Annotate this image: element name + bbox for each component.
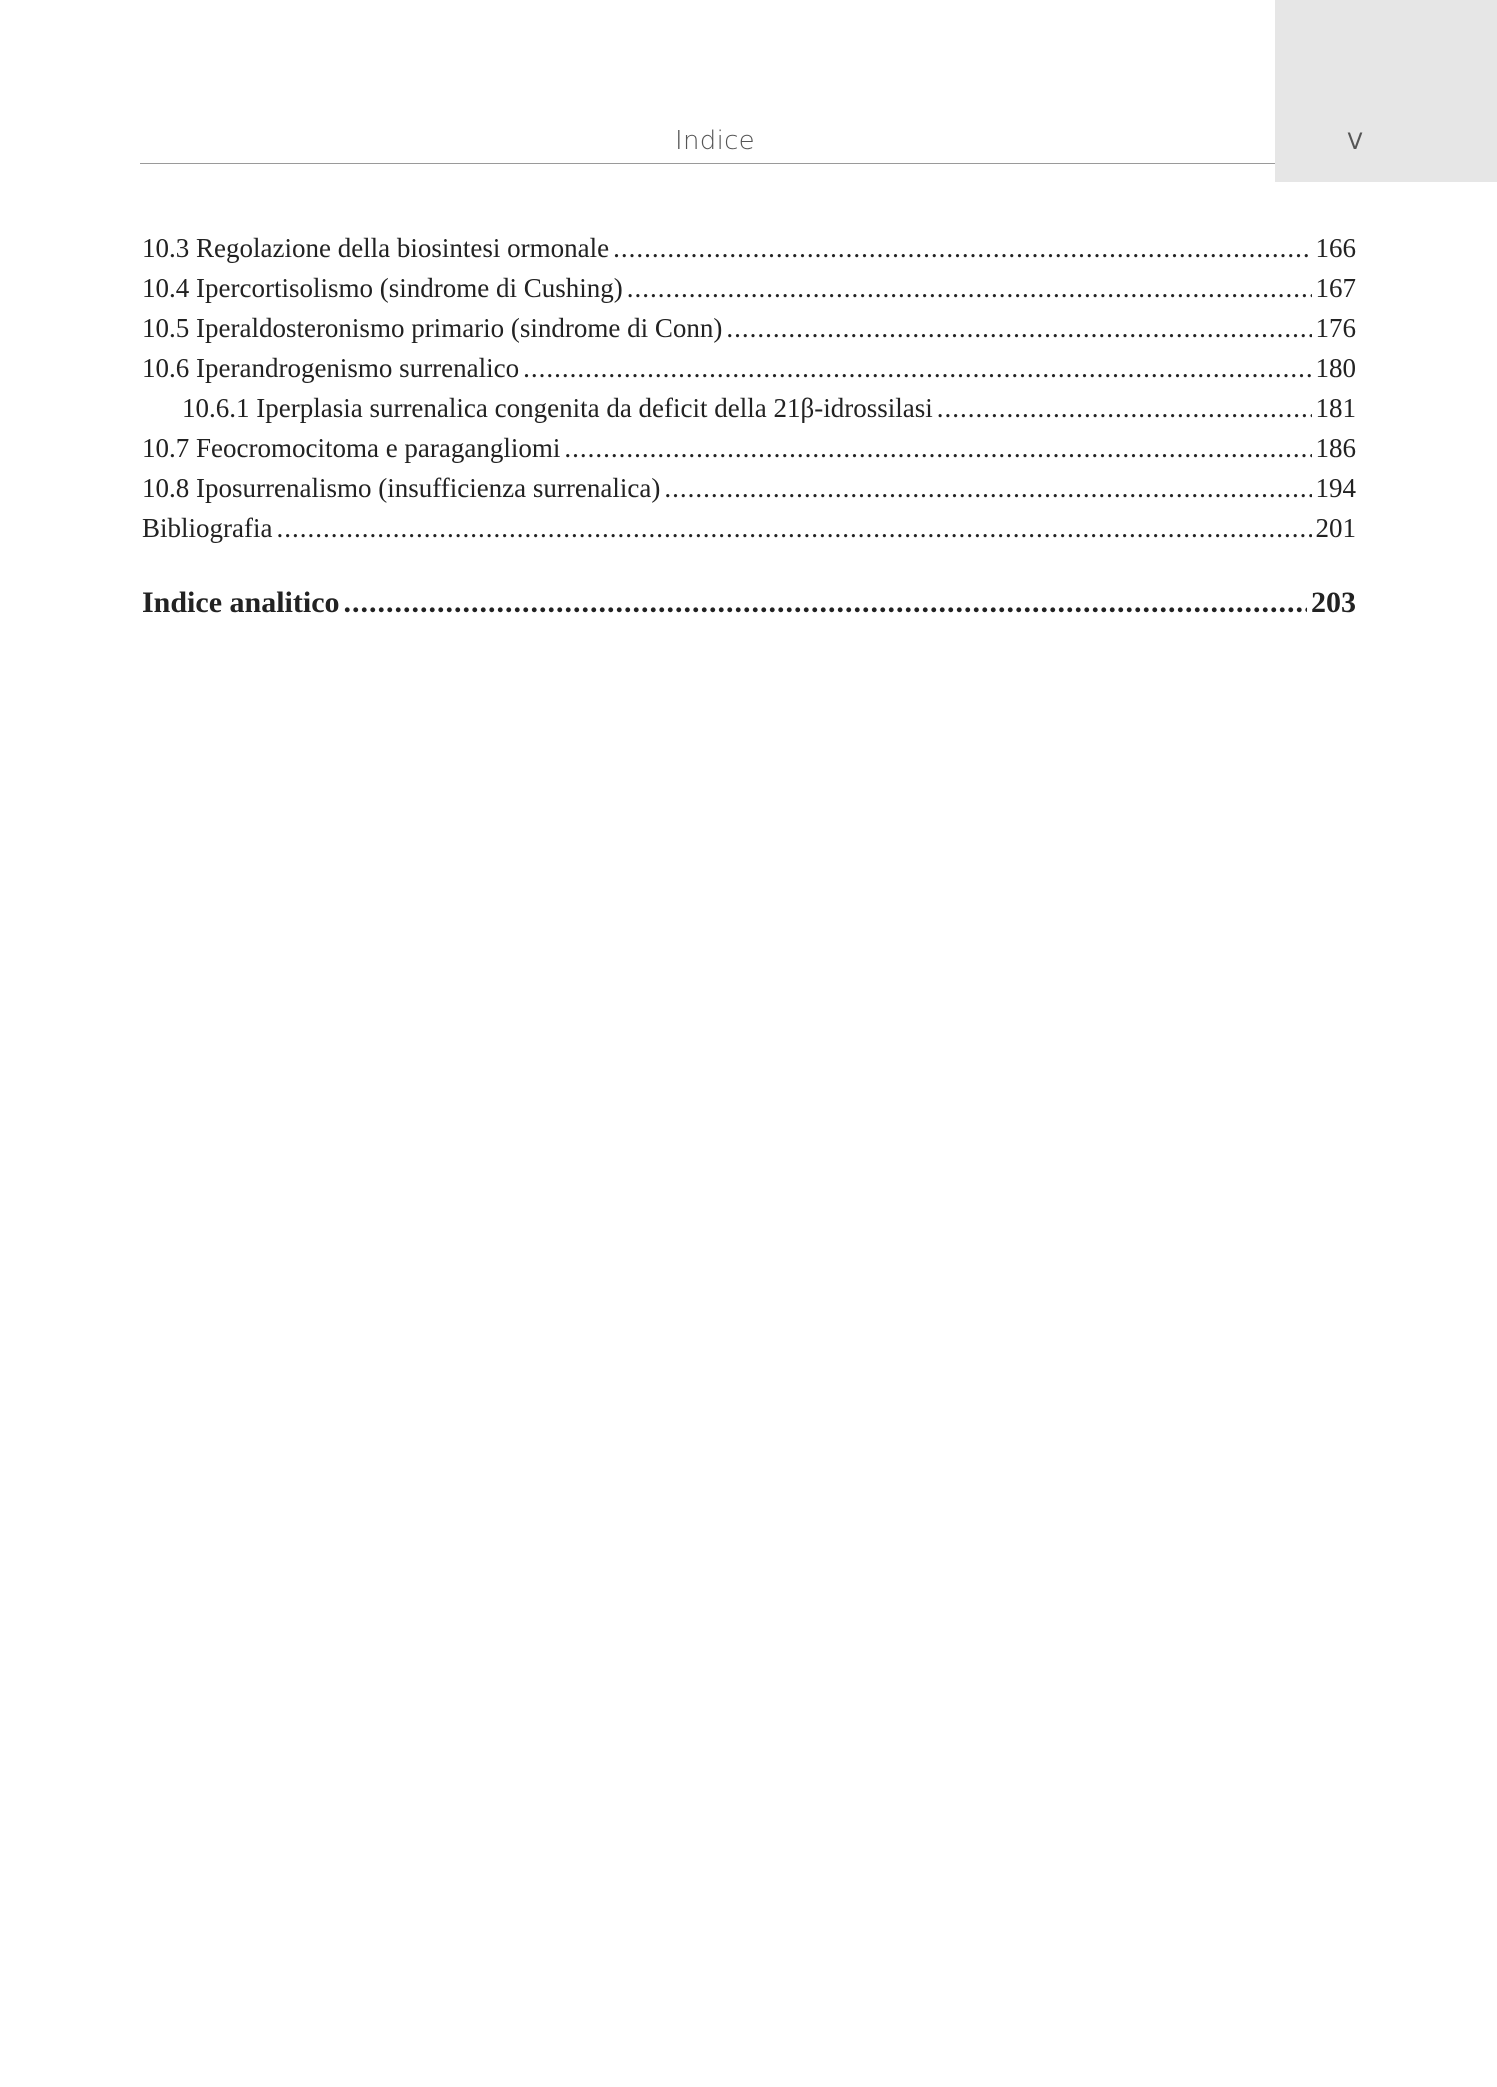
toc-entry[interactable] bbox=[142, 308, 1356, 348]
toc-entry-title: 10.6 Iperandrogenismo surrenalico bbox=[142, 353, 520, 383]
toc-entry-title: 10.7 Feocromocitoma e paragangliomi bbox=[142, 433, 561, 463]
dot-leader bbox=[937, 388, 1312, 428]
page-number: V bbox=[1347, 130, 1363, 155]
toc-entry[interactable] bbox=[142, 428, 1356, 468]
toc-entry-title: 10.4 Ipercortisolismo (sindrome di Cushing) bbox=[142, 273, 623, 303]
dot-leader bbox=[523, 348, 1311, 388]
dot-leader bbox=[276, 508, 1311, 548]
toc-entry-page: 176 bbox=[1315, 313, 1356, 343]
toc-subentry[interactable] bbox=[142, 388, 1356, 428]
toc-entry-page: 181 bbox=[1315, 393, 1356, 423]
toc-entry[interactable] bbox=[142, 508, 1356, 548]
toc-entry[interactable] bbox=[142, 348, 1356, 388]
toc-entry-page: 203 bbox=[1311, 586, 1356, 619]
toc-entry-title: 10.6.1 Iperplasia surrenalica congenita da deficit della 21β-idrossilasi bbox=[182, 393, 933, 423]
toc-entry[interactable] bbox=[142, 268, 1356, 308]
toc-entry-page: 186 bbox=[1315, 433, 1356, 463]
toc-entry-page: 194 bbox=[1315, 473, 1356, 503]
toc-entry-title: Bibliografia bbox=[142, 513, 273, 543]
dot-leader bbox=[627, 268, 1312, 308]
toc-entry-page: 180 bbox=[1315, 353, 1356, 383]
dot-leader bbox=[344, 580, 1307, 626]
toc-entry-page: 201 bbox=[1315, 513, 1356, 543]
toc-entry-title: Indice analitico bbox=[142, 586, 340, 619]
toc-entry-title: 10.5 Iperaldosteronismo primario (sindrome di Conn) bbox=[142, 313, 723, 343]
table-of-contents bbox=[142, 228, 1356, 626]
dot-leader bbox=[664, 468, 1311, 508]
toc-entry-page: 167 bbox=[1315, 273, 1356, 303]
toc-entry-title: 10.3 Regolazione della biosintesi ormonale bbox=[142, 233, 610, 263]
toc-entry-major[interactable] bbox=[142, 580, 1356, 626]
toc-entry[interactable] bbox=[142, 468, 1356, 508]
dot-leader bbox=[726, 308, 1311, 348]
dot-leader bbox=[564, 428, 1311, 468]
header-rule bbox=[140, 163, 1275, 164]
dot-leader bbox=[613, 228, 1311, 268]
running-head: Indice bbox=[675, 126, 755, 156]
toc-entry-page: 166 bbox=[1315, 233, 1356, 263]
toc-entry-title: 10.8 Iposurrenalismo (insufficienza surrenalica) bbox=[142, 473, 661, 503]
toc-entry[interactable] bbox=[142, 228, 1356, 268]
